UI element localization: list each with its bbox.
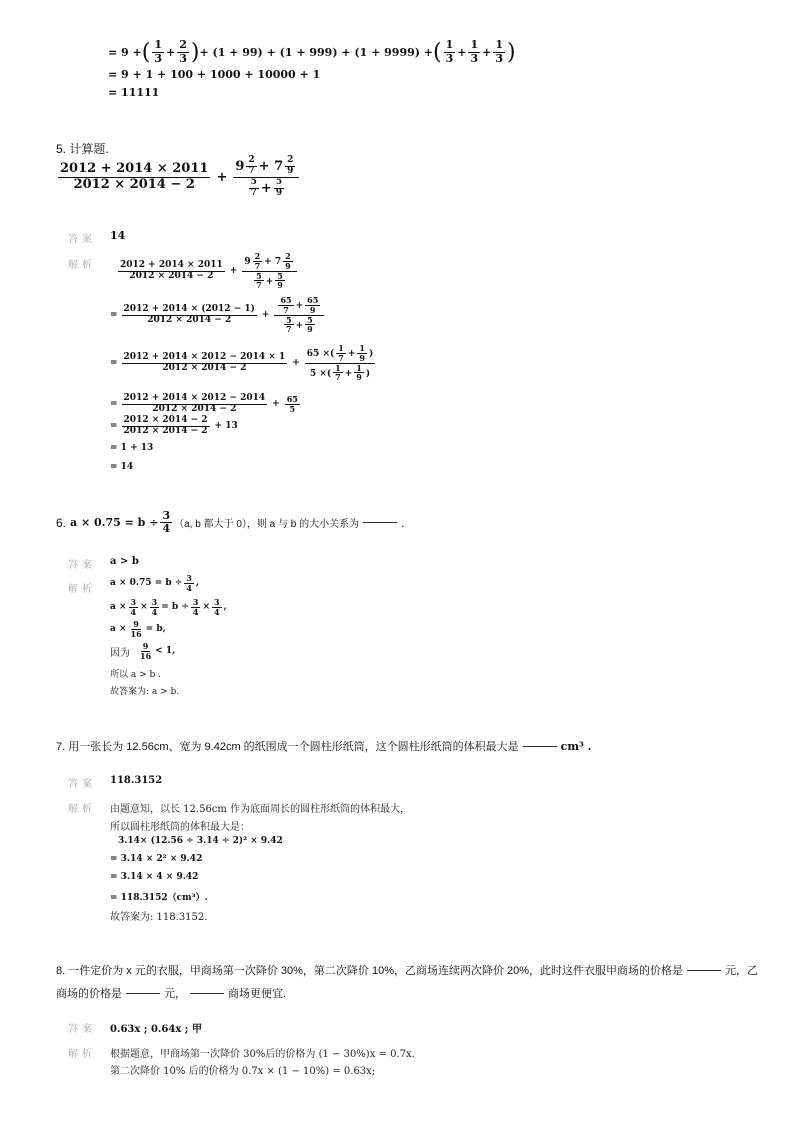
line-text: a × [110,602,127,613]
q8-line-1: 根据题意，甲商场第一次降价 30%后的价格为 (1 − 30%)x = 0.7x. [110,1049,415,1060]
q7-answer: 118.3152 [110,775,163,786]
frac-den: 3 [154,51,162,65]
paren: ) [190,39,200,65]
frac-num: 1 [495,38,504,52]
paren: ( [141,39,151,65]
prev-line-3: = 11111 [108,86,160,99]
answer-blank [523,746,557,747]
q5-step-5: = $\frac{2012 \times 2014 - 2}{2012 \times 2014 - 2}$ + 13 [110,415,238,436]
frac-den: 2012 × 2014 − 2 [123,425,208,436]
q6-line-5: 所以 a > b . [110,670,161,680]
line-text: × [140,602,148,613]
q6-answer-label: 答案 [68,560,96,571]
q5-expression [56,156,301,199]
plus-sign: + [216,169,228,185]
line-text: a × 0.75 = b ÷ [110,578,183,589]
step-tail: + 13 [214,421,238,432]
frac-num: 2012 + 2014 × (2012 − 1) [123,303,255,314]
fraction [233,156,299,199]
prev-text: + [166,45,176,59]
answer-blank [190,993,224,994]
frac-num: 2012 + 2014 × 2012 − 2014 × 1 [123,351,286,362]
q5-step-3: = $\frac{2012 + 2014 \times 2012 - 2014 \times 1}{2012 \times 2014 - 2}$ + 65 ×( $\frac{1}{7}$ + $\frac{1}{9}$ ) 5 ×( $\frac{1}{7}$ + $\frac{1}{9}$ ) [110,343,374,383]
q7-answer-label: 答案 [68,779,96,790]
q5-answer-label: 答案 [68,234,96,245]
q8-title-line-1 [56,962,758,978]
answer-blank [126,993,160,994]
q5-step-4: = $\frac{2012 + 2014 \times 2012 - 2014}{2012 \times 2014 - 2}$ + $\frac{65}{5}$ [110,393,298,414]
q8-text: 元， [164,988,186,1000]
q6-title [56,510,404,535]
q5-step-6: = 1 + 13 [110,443,154,453]
line-text: < 1, [155,646,176,657]
q7-title [56,738,592,754]
prev-line-2: = 9 + 1 + 100 + 1000 + 10000 + 1 [108,68,321,81]
frac-den: 3 [179,51,187,65]
answer-blank [687,970,721,971]
q5-answer: 14 [110,229,126,242]
fraction [444,39,456,64]
frac-den: 2012 × 2014 − 2 [147,314,232,325]
q6-line-1: a × 0.75 = b ÷ $\frac{3}{4}$ , [110,573,200,593]
frac-num: 2012 + 2014 × 2011 [60,161,209,177]
line-text: = b, [145,624,166,635]
frac-den: 2012 × 2014 − 2 [162,362,247,373]
q6-line-6: 故答案为: a > b. [110,687,180,697]
q6-line-4: 因为 $\frac{9}{16}$ < 1, [110,641,176,661]
q6-number: 6. [56,515,67,530]
q8-line-2: 第二次降价 10% 后的价格为 0.7x × (1 − 10%) = 0.63x; [110,1066,376,1077]
q7-line-6: = 118.3152（cm³）. [110,893,208,903]
q8-text-end: 元，乙 [725,965,759,977]
frac-num: 2 [179,38,187,52]
frac-den: 2012 × 2014 − 2 [73,176,195,192]
q6-line-2: a × $\frac{3}{4}$ × $\frac{3}{4}$ = b ÷ $\frac{3}{4}$ × $\frac{3}{4}$ , [110,597,227,617]
q7-line-5: = 3.14 × 4 × 9.42 [110,872,199,882]
frac-den: 3 [495,51,504,65]
frac-num: 1 [470,38,479,52]
q8-answer: 0.63x ; 0.64x ; 甲 [110,1024,202,1035]
q7-line-4: = 3.14 × 2² × 9.42 [110,854,203,864]
q8-text: 8. 一件定价为 x 元的衣服，甲商场第一次降价 30%，第二次降价 10%，乙商场连续两次降价 20%，此时这件衣服甲商场的价格是 [56,965,684,977]
q6-answer: a > b [110,556,139,567]
q7-analysis-label: 解析 [68,804,96,815]
fraction [468,39,480,64]
q6-condition: （a, b 都大于 0），则 a 与 b 的大小关系为 [174,519,360,531]
frac-num: 1 [154,38,162,52]
line-text: × [202,602,210,613]
fraction [493,39,505,64]
q7-line-3: 3.14× (12.56 ÷ 3.14 ÷ 2)² × 9.42 [118,836,283,846]
frac-num: 2012 × 2014 − 2 [123,415,208,425]
q5-title: 5. 计算题. [56,142,109,156]
q7-text: 7. 用一张长为 12.56cm、宽为 9.42cm 的纸围成一个圆柱形纸筒，这个圆柱形纸筒的体积最大是 [56,741,519,753]
q7-unit: cm³ . [560,739,592,753]
line-text: = b ÷ [161,602,189,613]
q8-answer-label: 答案 [68,1024,96,1035]
q8-text: 商场的价格是 [56,988,122,1000]
q7-line-2: 所以圆柱形纸筒的体积最大是： [110,822,250,833]
q5-analysis-label: 解析 [68,260,96,271]
paren: ) [507,39,516,65]
fraction [58,162,210,192]
fraction [152,39,164,64]
prev-text: + [482,45,492,59]
q7-line-7: 故答案为: 118.3152. [110,912,208,923]
frac-den: 2012 × 2014 − 2 [152,403,237,414]
prev-text: + (1 + 99) + (1 + 999) + (1 + 9999) + [199,45,434,59]
prev-line-1 [108,38,516,66]
frac-num: 3 [162,509,171,522]
q6-line-3: a × $\frac{9}{16}$ = b, [110,619,166,639]
q5-step-2: = $\frac{2012 + 2014 \times (2012 - 1)}{2012 \times 2014 - 2}$ + $\frac{65}{7}$ + $\frac{65}{9}$ $\frac{5}{7}$ + $\frac{5}{9}$ [110,296,326,334]
frac-den: 3 [445,51,454,65]
q8-text: 商场更便宜. [228,988,287,1000]
q8-analysis-label: 解析 [68,1049,96,1060]
frac-den: 3 [470,51,479,65]
q6-expr: a × 0.75 = b ÷ [70,516,159,530]
line-text: a × [110,624,127,635]
q6-end: . [401,515,405,530]
prev-text: = 9 + [108,45,142,59]
fraction [177,39,189,64]
answer-blank [363,522,397,523]
q6-analysis-label: 解析 [68,584,96,595]
q5-step-1: $\frac{2012 + 2014 \times 2011}{2012 \times 2014 - 2}$ + 9 $\frac{2}{7}$ + 7 $\frac{2}{9}$ $\frac{5}{7}$ + $\frac{5}{9}$ [116,252,299,290]
line-text: 因为 [110,647,130,659]
prev-text: + [457,45,467,59]
frac-num: 9 $\frac{2}{7}$ + 7 $\frac{2}{9}$ [233,156,299,178]
q5-step-7: = 14 [110,462,134,472]
frac-den: 2012 × 2014 − 2 [129,270,214,281]
frac-den: 4 [162,522,171,536]
paren: ( [433,39,442,65]
frac-num: 1 [445,38,454,52]
frac-den: $\frac{5}{7}$ + $\frac{5}{9}$ [250,176,283,198]
q8-title-line-2 [56,985,286,1001]
q7-line-1: 由题意知，以长 12.56cm 作为底面周长的圆柱形纸筒的体积最大， [110,804,411,815]
frac-num: 2012 + 2014 × 2012 − 2014 [123,393,266,403]
frac-num: 2012 + 2014 × 2011 [120,259,223,270]
